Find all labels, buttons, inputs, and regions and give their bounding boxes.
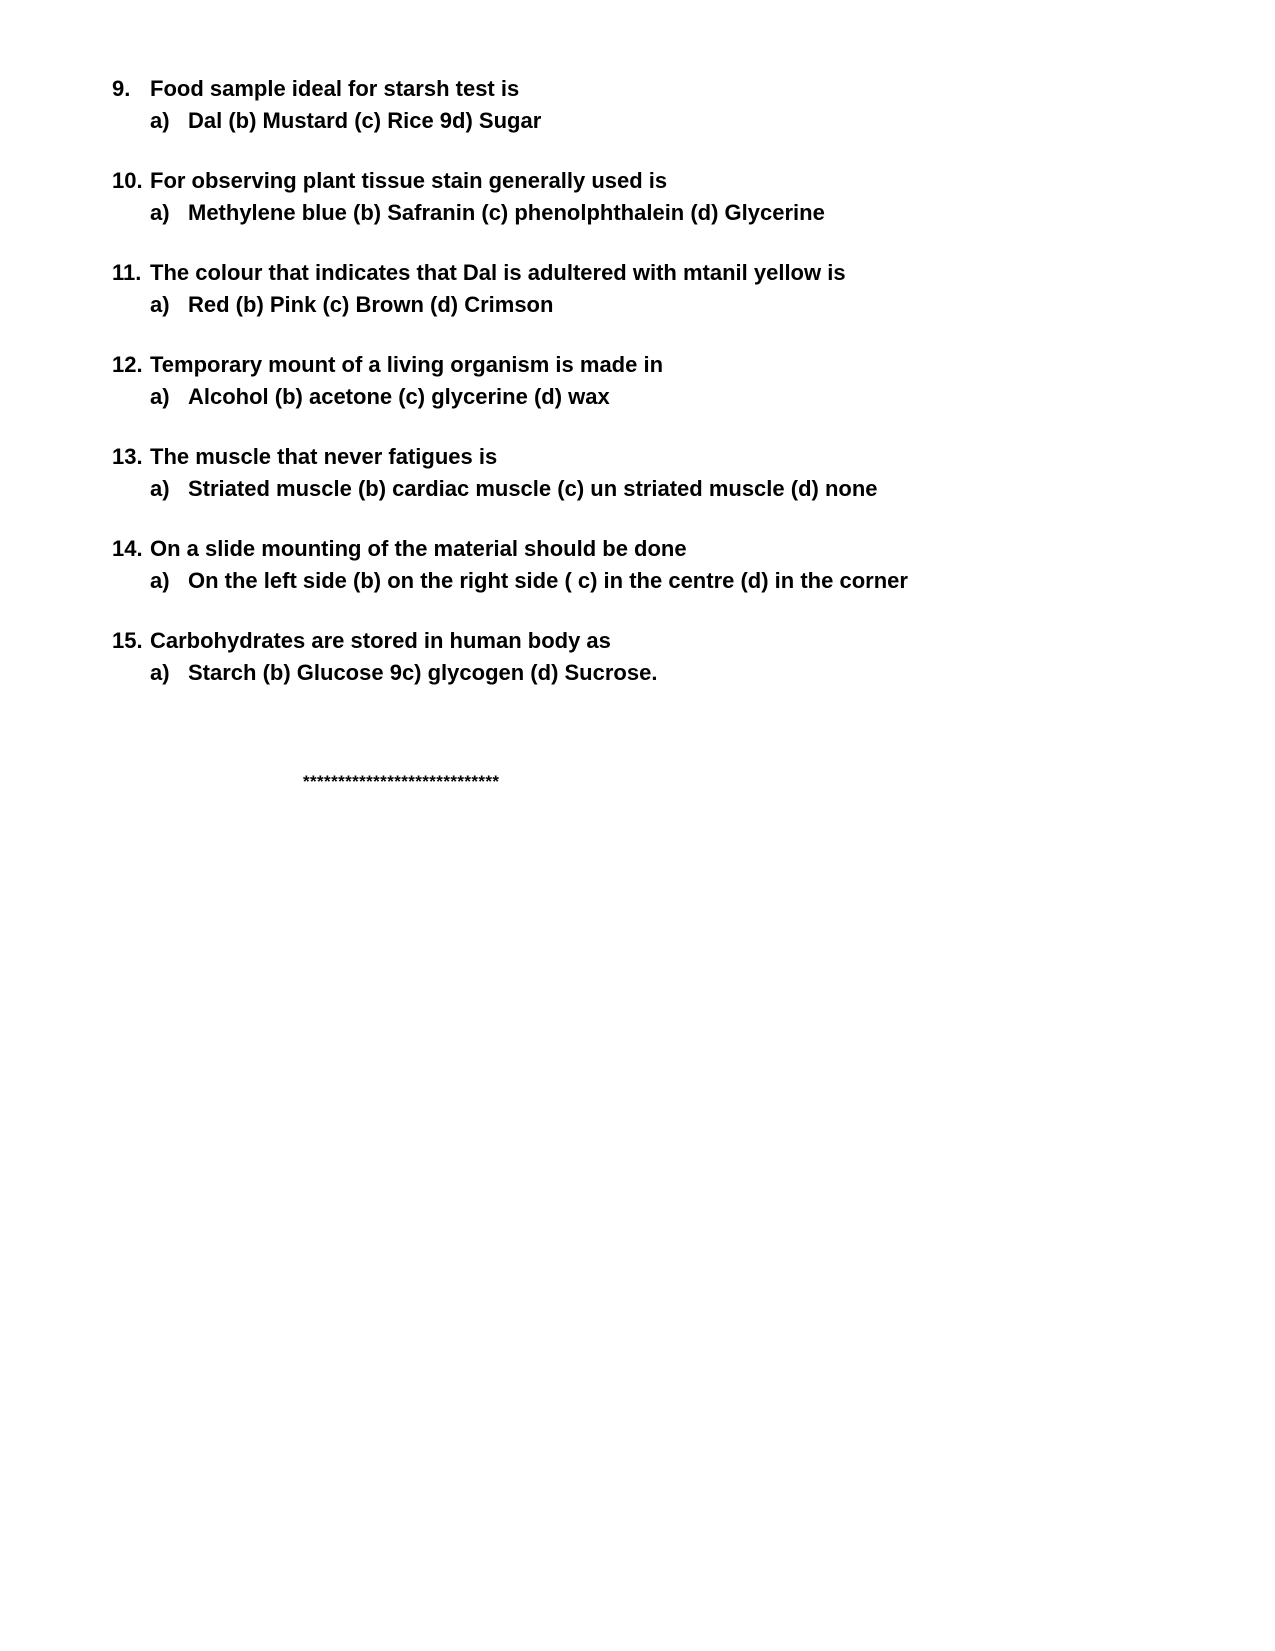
question-options: Alcohol (b) acetone (c) glycerine (d) wax bbox=[188, 384, 610, 409]
question-options: Methylene blue (b) Safranin (c) phenolphthalein (d) Glycerine bbox=[188, 200, 825, 225]
option-letter: a) bbox=[150, 200, 170, 225]
question-text: Food sample ideal for starsh test is bbox=[150, 76, 520, 101]
question-number: 15. bbox=[112, 628, 143, 653]
question-item bbox=[0, 444, 1275, 536]
question-item bbox=[0, 628, 1275, 720]
question-text: Carbohydrates are stored in human body as bbox=[150, 628, 611, 653]
question-number: 9. bbox=[112, 76, 131, 101]
question-item bbox=[0, 76, 1275, 168]
question-item bbox=[0, 536, 1275, 628]
question-text: Temporary mount of a living organism is made in bbox=[150, 352, 664, 377]
question-number: 11. bbox=[112, 260, 142, 285]
end-of-paper-marker: **************************** bbox=[303, 772, 500, 791]
question-options: Dal (b) Mustard (c) Rice 9d) Sugar bbox=[188, 108, 542, 133]
question-number: 12. bbox=[112, 352, 143, 377]
question-text: For observing plant tissue stain generally used is bbox=[150, 168, 668, 193]
question-item bbox=[0, 260, 1275, 352]
question-text: The colour that indicates that Dal is adultered with mtanil yellow is bbox=[150, 260, 846, 285]
option-letter: a) bbox=[150, 568, 170, 593]
question-options: Red (b) Pink (c) Brown (d) Crimson bbox=[188, 292, 554, 317]
question-item bbox=[0, 352, 1275, 444]
question-options: Striated muscle (b) cardiac muscle (c) un striated muscle (d) none bbox=[188, 476, 878, 501]
option-letter: a) bbox=[150, 660, 170, 685]
question-item bbox=[0, 168, 1275, 260]
question-options: Starch (b) Glucose 9c) glycogen (d) Sucrose. bbox=[188, 660, 658, 685]
question-options: On the left side (b) on the right side ( c) in the centre (d) in the corner bbox=[188, 568, 908, 593]
question-number: 10. bbox=[112, 168, 143, 193]
option-letter: a) bbox=[150, 476, 170, 501]
option-letter: a) bbox=[150, 292, 170, 317]
question-text: On a slide mounting of the material should be done bbox=[150, 536, 687, 561]
question-number: 13. bbox=[112, 444, 143, 469]
question-number: 14. bbox=[112, 536, 143, 561]
question-text: The muscle that never fatigues is bbox=[150, 444, 498, 469]
option-letter: a) bbox=[150, 108, 170, 133]
option-letter: a) bbox=[150, 384, 170, 409]
question-list bbox=[0, 76, 1275, 720]
